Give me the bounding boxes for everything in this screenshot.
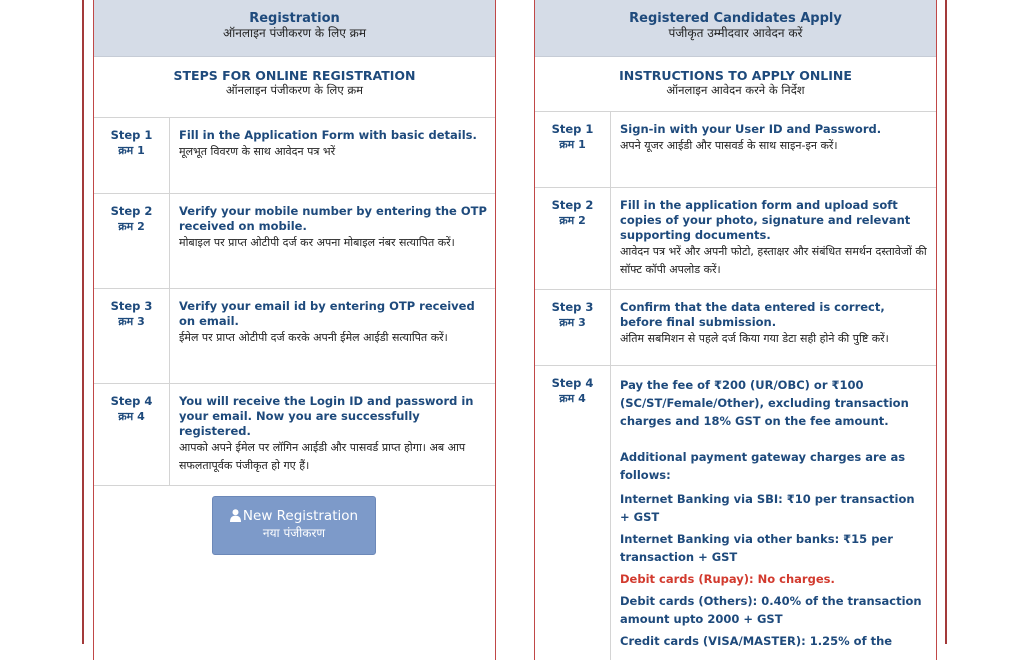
steps-title (94, 57, 495, 118)
step-label (535, 290, 611, 365)
step-text (611, 290, 936, 365)
step-label-hindi: क्रम 1 (118, 144, 145, 157)
step-text-en: Verify your email id by entering OTP received on email. (179, 299, 475, 328)
registration-panel (93, 0, 496, 660)
registration-step-3 (94, 289, 495, 384)
steps-title-hindi: ऑनलाइन पंजीकरण के लिए क्रम (225, 83, 364, 97)
new-registration-label-hindi: नया पंजीकरण (262, 526, 326, 540)
apply-step-1 (535, 112, 936, 188)
step-text-hindi: अंतिम सबमिशन से पहले दर्ज किया गया डेटा सही होने की पुष्टि करें। (620, 332, 889, 345)
step-text-hindi: आपको अपने ईमेल पर लॉगिन आईडी और पासवर्ड प्राप्त होगा। अब आप सफलतापूर्वक पंजीकृत हो गए हैं। (179, 441, 466, 472)
registration-title: Registration (249, 11, 340, 26)
apply-panel-header (535, 0, 936, 57)
step-text (170, 118, 495, 193)
step-label-en: Step 1 (110, 128, 153, 142)
step-label (94, 194, 170, 288)
instructions-title-hindi: ऑनलाइन आवेदन करने के निर्देश (666, 83, 805, 97)
button-area (94, 486, 495, 550)
step-text-en: Verify your mobile number by entering the OTP received on mobile. (179, 204, 487, 233)
step-text-hindi: मोबाइल पर प्राप्त ओटीपी दर्ज कर अपना मोबाइल नंबर सत्यापित करें। (179, 236, 455, 249)
apply-step-4 (535, 366, 936, 660)
step-label (535, 366, 611, 660)
step-label-en: Step 4 (551, 376, 594, 390)
step-label (535, 112, 611, 187)
user-icon (230, 508, 243, 524)
step-text (611, 188, 936, 289)
step-text-hindi: ईमेल पर प्राप्त ओटीपी दर्ज करके अपनी ईमेल आईडी सत्यापित करें। (179, 331, 448, 344)
registration-step-2 (94, 194, 495, 289)
fee-text: Pay the fee of ₹200 (UR/OBC) or ₹100 (SC/ST/Female/Other), excluding transaction charges and 18% GST on the fee amount. (620, 378, 909, 428)
step-label (535, 188, 611, 289)
registration-panel-header (94, 0, 495, 57)
other-bank-charges: Internet Banking via other banks: ₹15 per transaction + GST (620, 532, 893, 564)
step-text (170, 194, 495, 288)
step-label-hindi: क्रम 3 (118, 315, 145, 328)
apply-step-3 (535, 290, 936, 366)
step-label-hindi: क्रम 2 (118, 220, 145, 233)
page-border-right (945, 0, 947, 644)
registration-step-1 (94, 118, 495, 194)
step-text-en: Sign-in with your User ID and Password. (620, 122, 882, 136)
instructions-title-en: INSTRUCTIONS TO APPLY ONLINE (619, 68, 852, 83)
instructions-title (535, 57, 936, 112)
new-registration-button[interactable] (212, 496, 376, 555)
rupay-charges: Debit cards (Rupay): No charges. (620, 572, 835, 586)
step-text-en: You will receive the Login ID and password in your email. Now you are successfully registered. (179, 394, 474, 438)
step-text-hindi: अपने यूजर आईडी और पासवर्ड के साथ साइन-इन करें। (620, 139, 838, 152)
step-label-hindi: क्रम 3 (559, 316, 586, 329)
sbi-charges: Internet Banking via SBI: ₹10 per transaction + GST (620, 492, 915, 524)
step-label-en: Step 1 (551, 122, 594, 136)
step-label-en: Step 3 (110, 299, 153, 313)
credit-card-charges: Credit cards (VISA/MASTER): 1.25% of the (620, 634, 893, 648)
registration-step-4 (94, 384, 495, 486)
step-label-hindi: क्रम 4 (118, 410, 145, 423)
step-label-hindi: क्रम 1 (559, 138, 586, 151)
step-label-en: Step 4 (110, 394, 153, 408)
registration-title-hindi: ऑनलाइन पंजीकरण के लिए क्रम (222, 26, 367, 40)
step-text-en: Fill in the Application Form with basic details. (179, 128, 477, 142)
step-text-hindi: आवेदन पत्र भरें और अपनी फोटो, हस्ताक्षर और संबंधित समर्थन दस्तावेजों की सॉफ्ट कॉपी अपलोड करें। (620, 245, 927, 276)
step-text (170, 289, 495, 383)
step-text-hindi: मूलभूत विवरण के साथ आवेदन पत्र भरें (179, 145, 336, 158)
step-label-en: Step 2 (551, 198, 594, 212)
new-registration-label: New Registration (242, 508, 359, 524)
apply-title-hindi: पंजीकृत उम्मीदवार आवेदन करें (668, 26, 803, 40)
step-text (611, 366, 936, 660)
step-label-hindi: क्रम 4 (559, 392, 586, 405)
gateway-charges-intro: Additional payment gateway charges are as follows: (620, 450, 906, 482)
step-label-en: Step 3 (551, 300, 594, 314)
step-label-en: Step 2 (110, 204, 153, 218)
page-border-left (82, 0, 84, 644)
steps-title-en: STEPS FOR ONLINE REGISTRATION (173, 68, 416, 83)
step-label (94, 118, 170, 193)
step-text-en: Confirm that the data entered is correct, before final submission. (620, 300, 885, 329)
apply-panel (534, 0, 937, 660)
step-label (94, 384, 170, 485)
step-text-en: Fill in the application form and upload soft copies of your photo, signature and relevant supporting documents. (620, 198, 911, 242)
step-text (611, 112, 936, 187)
debit-other-charges: Debit cards (Others): 0.40% of the transaction amount upto 2000 + GST (620, 594, 922, 626)
apply-title: Registered Candidates Apply (629, 11, 842, 26)
step-label (94, 289, 170, 383)
step-text (170, 384, 495, 485)
step-label-hindi: क्रम 2 (559, 214, 586, 227)
apply-step-2 (535, 188, 936, 290)
